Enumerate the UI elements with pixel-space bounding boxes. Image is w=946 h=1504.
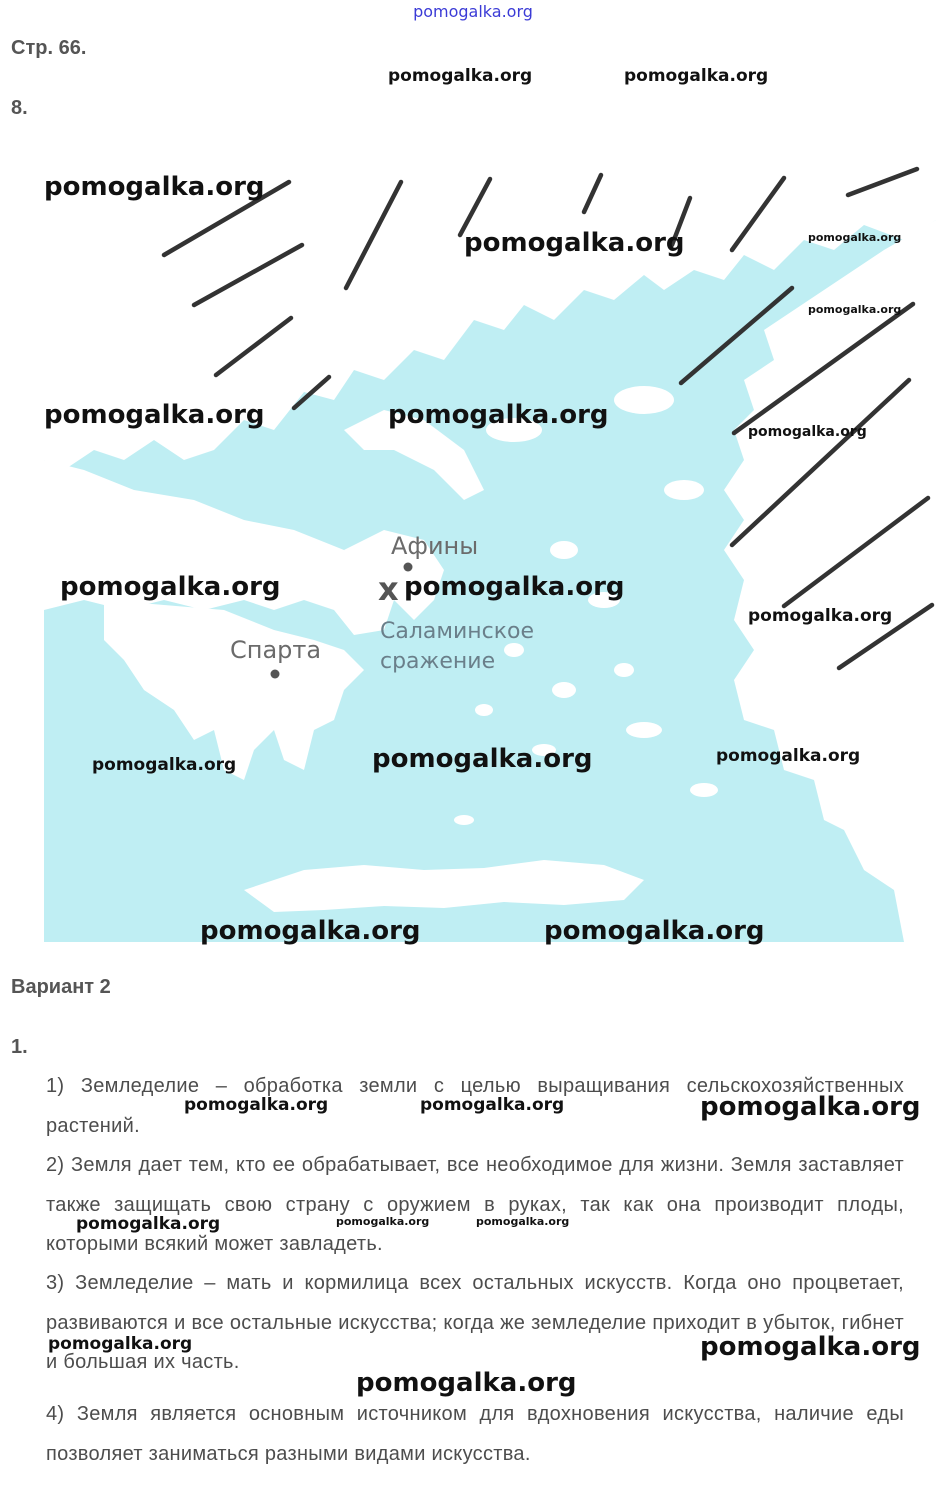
athens-dot	[404, 563, 413, 572]
answer-4: 4) Земля является основным источником для вдохновения искусства, наличие еды позволяет заниматься разными видами искусства.	[46, 1403, 904, 1465]
watermark: pomogalka.org	[404, 572, 625, 602]
question-number: 1.	[11, 1036, 28, 1058]
battle-label-line1: Саламинское	[380, 619, 535, 644]
athens-label: Афины	[391, 532, 479, 560]
watermark: pomogalka.org	[748, 606, 893, 626]
watermark: pomogalka.org	[544, 916, 765, 946]
answer-3: 3) Земледелие – мать и кормилица всех остальных искусств. Когда оно процветает, развиваются и все остальные искусства; когда же земледелие приходит в убыток, гибнет и большая их часть.	[46, 1272, 904, 1373]
watermark: pomogalka.org	[748, 424, 867, 440]
watermark: pomogalka.org	[388, 66, 533, 86]
watermark: pomogalka.org	[336, 1215, 430, 1228]
variant-heading: Вариант 2	[11, 976, 111, 998]
site-link[interactable]: pomogalka.org	[413, 2, 533, 21]
watermark: pomogalka.org	[700, 1092, 921, 1122]
watermark: pomogalka.org	[464, 228, 685, 258]
watermark: pomogalka.org	[92, 755, 237, 775]
watermark: pomogalka.org	[388, 400, 609, 430]
watermark: pomogalka.org	[44, 400, 265, 430]
watermark: pomogalka.org	[808, 231, 902, 244]
watermark: pomogalka.org	[808, 303, 902, 316]
watermark: pomogalka.org	[624, 66, 769, 86]
sparta-dot	[271, 670, 280, 679]
answer-1: 1) Земледелие – обработка земли с целью выращивания сельскохозяйственных растений.	[46, 1075, 904, 1137]
watermark: pomogalka.org	[184, 1095, 329, 1115]
watermark: pomogalka.org	[476, 1215, 570, 1228]
watermark: pomogalka.org	[200, 916, 421, 946]
battle-cross-icon: x	[378, 570, 399, 608]
watermark: pomogalka.org	[372, 744, 593, 774]
watermark: pomogalka.org	[716, 746, 861, 766]
answer-2: 2) Земля дает тем, кто ее обрабатывает, все необходимое для жизни. Земля заставляет также защищать свою страну с оружием в руках, так как она производит плоды, которыми всякий может завладеть.	[46, 1154, 904, 1255]
watermark: pomogalka.org	[44, 172, 265, 202]
watermark: pomogalka.org	[76, 1214, 221, 1234]
watermark: pomogalka.org	[420, 1095, 565, 1115]
watermark: pomogalka.org	[700, 1332, 921, 1362]
watermark: pomogalka.org	[48, 1334, 193, 1354]
page-heading: Стр. 66.	[11, 37, 87, 59]
watermark: pomogalka.org	[356, 1368, 577, 1398]
task-number: 8.	[11, 97, 28, 119]
sparta-label: Спарта	[230, 636, 322, 664]
watermark: pomogalka.org	[60, 572, 281, 602]
battle-label-line2: сражение	[380, 649, 496, 674]
